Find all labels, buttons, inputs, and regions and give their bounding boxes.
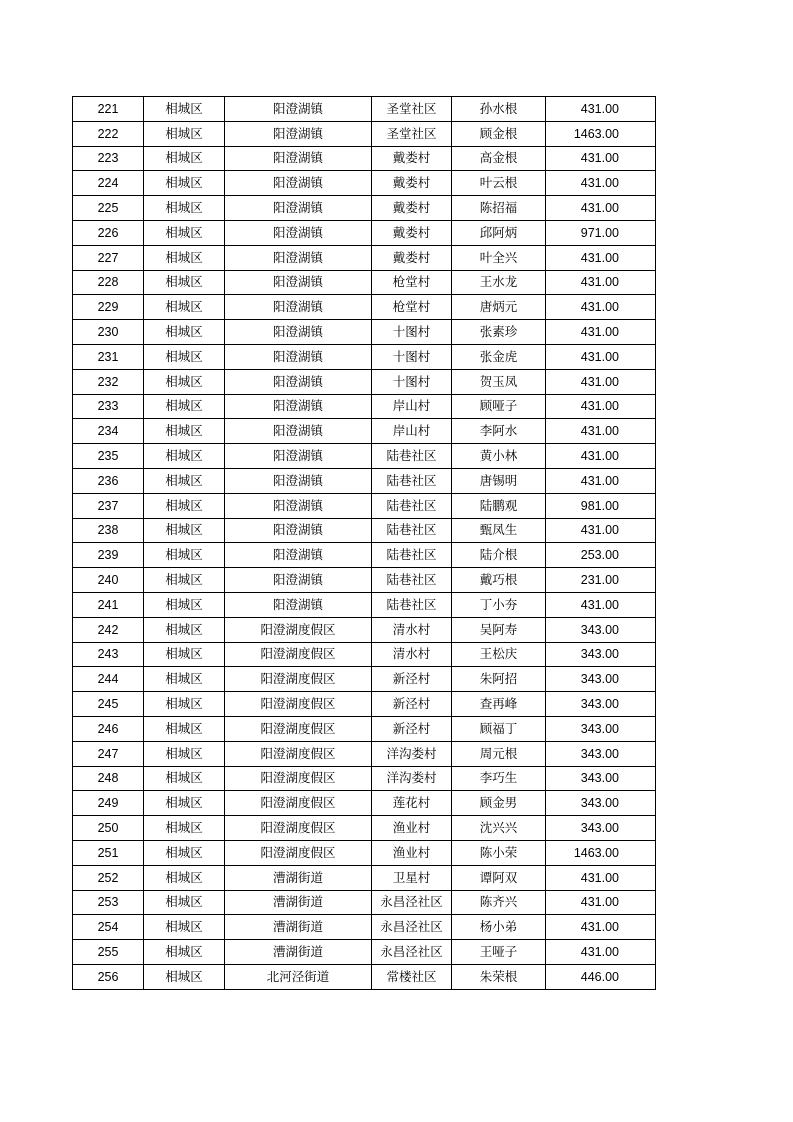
village-cell: 陆巷社区 [372, 468, 452, 493]
district-cell: 相城区 [144, 667, 225, 692]
table-row [73, 865, 656, 890]
district-cell: 相城区 [144, 543, 225, 568]
row-number-cell: 243 [73, 642, 144, 667]
village-cell: 永昌泾社区 [372, 915, 452, 940]
district-cell: 相城区 [144, 493, 225, 518]
data-table [72, 96, 656, 990]
village-cell: 渔业村 [372, 816, 452, 841]
table-row [73, 642, 656, 667]
name-cell: 丁小夯 [452, 592, 546, 617]
town-cell: 阳澄湖镇 [225, 369, 372, 394]
district-cell: 相城区 [144, 344, 225, 369]
village-cell: 陆巷社区 [372, 568, 452, 593]
village-cell: 戴娄村 [372, 146, 452, 171]
town-cell: 阳澄湖镇 [225, 171, 372, 196]
town-cell: 阳澄湖镇 [225, 493, 372, 518]
amount-cell: 343.00 [546, 766, 656, 791]
district-cell: 相城区 [144, 220, 225, 245]
town-cell: 阳澄湖镇 [225, 344, 372, 369]
name-cell: 王哑子 [452, 940, 546, 965]
row-number-cell: 233 [73, 394, 144, 419]
village-cell: 清水村 [372, 617, 452, 642]
district-cell: 相城区 [144, 617, 225, 642]
row-number-cell: 227 [73, 245, 144, 270]
name-cell: 戴巧根 [452, 568, 546, 593]
district-cell: 相城区 [144, 741, 225, 766]
district-cell: 相城区 [144, 791, 225, 816]
row-number-cell: 256 [73, 964, 144, 989]
district-cell: 相城区 [144, 97, 225, 122]
amount-cell: 431.00 [546, 394, 656, 419]
district-cell: 相城区 [144, 320, 225, 345]
name-cell: 吴阿寿 [452, 617, 546, 642]
town-cell: 漕湖街道 [225, 865, 372, 890]
name-cell: 叶云根 [452, 171, 546, 196]
district-cell: 相城区 [144, 915, 225, 940]
row-number-cell: 226 [73, 220, 144, 245]
village-cell: 新泾村 [372, 692, 452, 717]
name-cell: 李阿水 [452, 419, 546, 444]
table-row [73, 791, 656, 816]
village-cell: 戴娄村 [372, 171, 452, 196]
name-cell: 朱荣根 [452, 964, 546, 989]
village-cell: 陆巷社区 [372, 543, 452, 568]
town-cell: 漕湖街道 [225, 915, 372, 940]
row-number-cell: 234 [73, 419, 144, 444]
table-row [73, 518, 656, 543]
amount-cell: 431.00 [546, 865, 656, 890]
town-cell: 阳澄湖度假区 [225, 766, 372, 791]
table-row [73, 245, 656, 270]
district-cell: 相城区 [144, 196, 225, 221]
amount-cell: 343.00 [546, 741, 656, 766]
row-number-cell: 249 [73, 791, 144, 816]
table-row [73, 816, 656, 841]
village-cell: 枪堂村 [372, 270, 452, 295]
district-cell: 相城区 [144, 121, 225, 146]
row-number-cell: 245 [73, 692, 144, 717]
district-cell: 相城区 [144, 394, 225, 419]
village-cell: 洋沟娄村 [372, 741, 452, 766]
table-row [73, 171, 656, 196]
row-number-cell: 228 [73, 270, 144, 295]
amount-cell: 431.00 [546, 171, 656, 196]
town-cell: 阳澄湖度假区 [225, 692, 372, 717]
amount-cell: 446.00 [546, 964, 656, 989]
row-number-cell: 244 [73, 667, 144, 692]
village-cell: 陆巷社区 [372, 444, 452, 469]
district-cell: 相城区 [144, 369, 225, 394]
village-cell: 岸山村 [372, 419, 452, 444]
town-cell: 漕湖街道 [225, 940, 372, 965]
village-cell: 陆巷社区 [372, 592, 452, 617]
row-number-cell: 248 [73, 766, 144, 791]
village-cell: 新泾村 [372, 716, 452, 741]
amount-cell: 431.00 [546, 940, 656, 965]
town-cell: 阳澄湖镇 [225, 270, 372, 295]
table-row [73, 890, 656, 915]
amount-cell: 431.00 [546, 295, 656, 320]
district-cell: 相城区 [144, 592, 225, 617]
district-cell: 相城区 [144, 940, 225, 965]
district-cell: 相城区 [144, 716, 225, 741]
village-cell: 莲花村 [372, 791, 452, 816]
town-cell: 阳澄湖度假区 [225, 741, 372, 766]
amount-cell: 431.00 [546, 196, 656, 221]
table-row [73, 270, 656, 295]
name-cell: 叶全兴 [452, 245, 546, 270]
name-cell: 贺玉凤 [452, 369, 546, 394]
town-cell: 阳澄湖镇 [225, 295, 372, 320]
village-cell: 陆巷社区 [372, 493, 452, 518]
name-cell: 邱阿炳 [452, 220, 546, 245]
town-cell: 阳澄湖镇 [225, 543, 372, 568]
town-cell: 阳澄湖镇 [225, 97, 372, 122]
row-number-cell: 251 [73, 840, 144, 865]
row-number-cell: 253 [73, 890, 144, 915]
amount-cell: 1463.00 [546, 121, 656, 146]
town-cell: 阳澄湖镇 [225, 320, 372, 345]
town-cell: 阳澄湖镇 [225, 394, 372, 419]
row-number-cell: 224 [73, 171, 144, 196]
town-cell: 阳澄湖镇 [225, 419, 372, 444]
town-cell: 阳澄湖镇 [225, 568, 372, 593]
district-cell: 相城区 [144, 419, 225, 444]
village-cell: 岸山村 [372, 394, 452, 419]
table-body [73, 97, 656, 990]
amount-cell: 431.00 [546, 444, 656, 469]
district-cell: 相城区 [144, 642, 225, 667]
town-cell: 阳澄湖度假区 [225, 642, 372, 667]
row-number-cell: 231 [73, 344, 144, 369]
row-number-cell: 222 [73, 121, 144, 146]
table-row [73, 692, 656, 717]
name-cell: 杨小弟 [452, 915, 546, 940]
table-row [73, 394, 656, 419]
amount-cell: 343.00 [546, 667, 656, 692]
table-row [73, 369, 656, 394]
name-cell: 周元根 [452, 741, 546, 766]
district-cell: 相城区 [144, 816, 225, 841]
amount-cell: 431.00 [546, 419, 656, 444]
village-cell: 圣堂社区 [372, 97, 452, 122]
amount-cell: 981.00 [546, 493, 656, 518]
name-cell: 陈招福 [452, 196, 546, 221]
row-number-cell: 221 [73, 97, 144, 122]
table-row [73, 741, 656, 766]
village-cell: 圣堂社区 [372, 121, 452, 146]
amount-cell: 343.00 [546, 642, 656, 667]
table-row [73, 419, 656, 444]
name-cell: 陆鹏观 [452, 493, 546, 518]
table-row [73, 344, 656, 369]
amount-cell: 343.00 [546, 617, 656, 642]
table-row [73, 716, 656, 741]
village-cell: 卫星村 [372, 865, 452, 890]
district-cell: 相城区 [144, 468, 225, 493]
row-number-cell: 240 [73, 568, 144, 593]
town-cell: 北河泾街道 [225, 964, 372, 989]
village-cell: 戴娄村 [372, 196, 452, 221]
village-cell: 枪堂村 [372, 295, 452, 320]
town-cell: 漕湖街道 [225, 890, 372, 915]
name-cell: 顾哑子 [452, 394, 546, 419]
name-cell: 甄凤生 [452, 518, 546, 543]
name-cell: 张素珍 [452, 320, 546, 345]
name-cell: 朱阿招 [452, 667, 546, 692]
name-cell: 王水龙 [452, 270, 546, 295]
district-cell: 相城区 [144, 964, 225, 989]
name-cell: 沈兴兴 [452, 816, 546, 841]
village-cell: 陆巷社区 [372, 518, 452, 543]
row-number-cell: 255 [73, 940, 144, 965]
name-cell: 顾金根 [452, 121, 546, 146]
village-cell: 戴娄村 [372, 220, 452, 245]
name-cell: 查再峰 [452, 692, 546, 717]
name-cell: 谭阿双 [452, 865, 546, 890]
amount-cell: 431.00 [546, 369, 656, 394]
row-number-cell: 254 [73, 915, 144, 940]
town-cell: 阳澄湖度假区 [225, 617, 372, 642]
name-cell: 陈齐兴 [452, 890, 546, 915]
row-number-cell: 241 [73, 592, 144, 617]
table-row [73, 617, 656, 642]
district-cell: 相城区 [144, 692, 225, 717]
name-cell: 顾金男 [452, 791, 546, 816]
row-number-cell: 236 [73, 468, 144, 493]
table-row [73, 444, 656, 469]
name-cell: 黄小林 [452, 444, 546, 469]
name-cell: 顾福丁 [452, 716, 546, 741]
amount-cell: 431.00 [546, 468, 656, 493]
amount-cell: 1463.00 [546, 840, 656, 865]
amount-cell: 431.00 [546, 97, 656, 122]
row-number-cell: 225 [73, 196, 144, 221]
name-cell: 唐炳元 [452, 295, 546, 320]
district-cell: 相城区 [144, 518, 225, 543]
row-number-cell: 232 [73, 369, 144, 394]
amount-cell: 343.00 [546, 816, 656, 841]
district-cell: 相城区 [144, 171, 225, 196]
name-cell: 张金虎 [452, 344, 546, 369]
amount-cell: 431.00 [546, 344, 656, 369]
name-cell: 孙水根 [452, 97, 546, 122]
town-cell: 阳澄湖镇 [225, 245, 372, 270]
name-cell: 高金根 [452, 146, 546, 171]
row-number-cell: 223 [73, 146, 144, 171]
table-row [73, 220, 656, 245]
row-number-cell: 235 [73, 444, 144, 469]
district-cell: 相城区 [144, 840, 225, 865]
amount-cell: 971.00 [546, 220, 656, 245]
amount-cell: 431.00 [546, 518, 656, 543]
town-cell: 阳澄湖镇 [225, 196, 372, 221]
amount-cell: 431.00 [546, 915, 656, 940]
town-cell: 阳澄湖度假区 [225, 791, 372, 816]
table-row [73, 196, 656, 221]
district-cell: 相城区 [144, 890, 225, 915]
district-cell: 相城区 [144, 270, 225, 295]
row-number-cell: 252 [73, 865, 144, 890]
table-row [73, 320, 656, 345]
table-row [73, 543, 656, 568]
table-row [73, 468, 656, 493]
town-cell: 阳澄湖度假区 [225, 840, 372, 865]
village-cell: 十图村 [372, 369, 452, 394]
village-cell: 常楼社区 [372, 964, 452, 989]
table-row [73, 964, 656, 989]
row-number-cell: 246 [73, 716, 144, 741]
name-cell: 陆介根 [452, 543, 546, 568]
town-cell: 阳澄湖镇 [225, 121, 372, 146]
village-cell: 永昌泾社区 [372, 940, 452, 965]
amount-cell: 431.00 [546, 270, 656, 295]
town-cell: 阳澄湖镇 [225, 592, 372, 617]
town-cell: 阳澄湖度假区 [225, 716, 372, 741]
row-number-cell: 242 [73, 617, 144, 642]
amount-cell: 431.00 [546, 320, 656, 345]
amount-cell: 343.00 [546, 692, 656, 717]
row-number-cell: 230 [73, 320, 144, 345]
village-cell: 十图村 [372, 344, 452, 369]
village-cell: 十图村 [372, 320, 452, 345]
amount-cell: 431.00 [546, 245, 656, 270]
village-cell: 戴娄村 [372, 245, 452, 270]
row-number-cell: 247 [73, 741, 144, 766]
table-row [73, 493, 656, 518]
town-cell: 阳澄湖镇 [225, 444, 372, 469]
row-number-cell: 250 [73, 816, 144, 841]
village-cell: 永昌泾社区 [372, 890, 452, 915]
amount-cell: 431.00 [546, 890, 656, 915]
district-cell: 相城区 [144, 865, 225, 890]
name-cell: 王松庆 [452, 642, 546, 667]
table-row [73, 766, 656, 791]
table-row [73, 940, 656, 965]
village-cell: 新泾村 [372, 667, 452, 692]
table-row [73, 295, 656, 320]
name-cell: 李巧生 [452, 766, 546, 791]
row-number-cell: 238 [73, 518, 144, 543]
name-cell: 陈小荣 [452, 840, 546, 865]
amount-cell: 231.00 [546, 568, 656, 593]
row-number-cell: 239 [73, 543, 144, 568]
amount-cell: 431.00 [546, 146, 656, 171]
amount-cell: 253.00 [546, 543, 656, 568]
district-cell: 相城区 [144, 146, 225, 171]
name-cell: 唐锡明 [452, 468, 546, 493]
row-number-cell: 229 [73, 295, 144, 320]
village-cell: 洋沟娄村 [372, 766, 452, 791]
table-row [73, 146, 656, 171]
amount-cell: 343.00 [546, 716, 656, 741]
table-row [73, 97, 656, 122]
table-row [73, 915, 656, 940]
table-row [73, 840, 656, 865]
amount-cell: 343.00 [546, 791, 656, 816]
town-cell: 阳澄湖镇 [225, 146, 372, 171]
village-cell: 渔业村 [372, 840, 452, 865]
town-cell: 阳澄湖镇 [225, 518, 372, 543]
table-row [73, 568, 656, 593]
district-cell: 相城区 [144, 245, 225, 270]
district-cell: 相城区 [144, 295, 225, 320]
table-row [73, 667, 656, 692]
town-cell: 阳澄湖度假区 [225, 816, 372, 841]
district-cell: 相城区 [144, 444, 225, 469]
town-cell: 阳澄湖镇 [225, 468, 372, 493]
district-cell: 相城区 [144, 766, 225, 791]
district-cell: 相城区 [144, 568, 225, 593]
table-row [73, 592, 656, 617]
row-number-cell: 237 [73, 493, 144, 518]
village-cell: 清水村 [372, 642, 452, 667]
town-cell: 阳澄湖镇 [225, 220, 372, 245]
table-row [73, 121, 656, 146]
town-cell: 阳澄湖度假区 [225, 667, 372, 692]
amount-cell: 431.00 [546, 592, 656, 617]
